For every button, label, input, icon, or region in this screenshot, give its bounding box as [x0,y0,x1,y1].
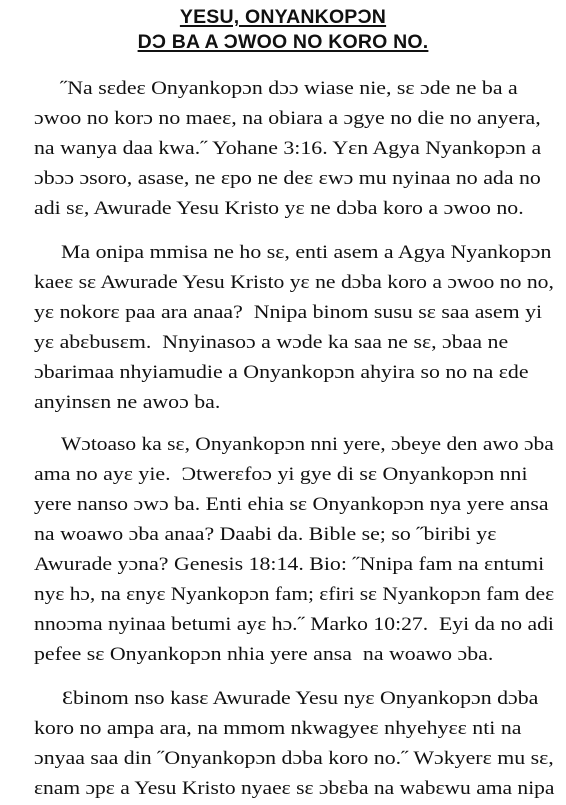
document-title-line-2: DƆ BA A ƆWOO NO KORO NO. [137,31,429,53]
paragraph-2-line-2: kaeɛ sɛ Awurade Yesu Kristo yɛ ne dɔba koro a ɔwoo no no, [34,272,554,293]
paragraph-4-line-1: Ɛbinom nso kasɛ Awurade Yesu nyɛ Onyankopɔn dɔba [62,688,539,709]
paragraph-2-line-1: Ma onipa mmisa ne ho sɛ, enti asem a Agya Nyankopɔn [61,242,552,263]
paragraph-4-line-3: ɔnyaa saa din ˝Onyankopɔn dɔba koro no.˝ Wɔkyerɛ mu sɛ, [34,748,554,769]
paragraph-3-line-3: yere nanso ɔwɔ ba. Enti ehia sɛ Onyankopɔn nya yere ansa [34,494,549,515]
paragraph-2-line-4: yɛ abɛbusɛm. Nnyinasoɔ a wɔde ka saa ne sɛ, ɔbaa ne [34,332,509,353]
document-title-line-1: YESU, ONYANKOPƆN [179,6,387,28]
paragraph-4-line-2: koro no ampa ara, na mmom nkwagyeɛ nhyehyɛɛ nti na [34,718,522,739]
paragraph-2-line-3: yɛ nokorɛ paa ara anaa? Nnipa binom susu sɛ saa asem yi [34,302,543,323]
paragraph-1-line-4: ɔbɔɔ ɔsoro, asase, ne ɛpo ne deɛ ɛwɔ mu nyinaa no ada no [34,168,541,189]
paragraph-2-line-5: ɔbarimaa nhyiamudie a Onyankopɔn ahyira so no na ɛde [34,362,529,383]
paragraph-3-line-2: ama no ayɛ yie. Ɔtwerɛfoɔ yi gye di sɛ Onyankopɔn nni [34,464,528,485]
paragraph-3-line-8: pefee sɛ Onyankopɔn nhia yere ansa na woawo ɔba. [34,644,494,665]
paragraph-3-line-5: Awurade yɔna? Genesis 18:14. Bio: ˝Nnipa fam na ɛntumi [34,554,545,575]
paragraph-1-line-5: adi sɛ, Awurade Yesu Kristo yɛ ne dɔba koro a ɔwoo no. [34,198,524,219]
paragraph-4-line-4: ɛnam ɔpɛ a Yesu Kristo nyaeɛ sɛ ɔbɛba na wabɛwu ama nipa [34,778,555,799]
paragraph-1-line-3: na wanya daa kwa.˝ Yohane 3:16. Yɛn Agya Nyankopɔn a [34,138,542,159]
paragraph-3-line-6: nyɛ hɔ, na ɛnyɛ Nyankopɔn fam; ɛfiri sɛ Nyankopɔn fam deɛ [34,584,555,605]
paragraph-1-line-1: ˝Na sɛdeɛ Onyankopɔn dɔɔ wiase nie, sɛ ɔde ne ba a [60,78,518,99]
paragraph-2-line-6: anyinsɛn ne awoɔ ba. [34,392,221,413]
paragraph-3-line-1: Wɔtoaso ka sɛ, Onyankopɔn nni yere, ɔbeye den awo ɔba [61,434,554,455]
paragraph-3-line-7: nnoɔma nyinaa betumi ayɛ hɔ.˝ Marko 10:27. Eyi da no adi [34,614,554,635]
paragraph-1-line-2: ɔwoo no korɔ no maeɛ, na obiara a ɔgye no die no anyera, [34,108,541,129]
paragraph-3-line-4: na woawo ɔba anaa? Daabi da. Bible se; so ˝biribi yɛ [34,524,497,545]
